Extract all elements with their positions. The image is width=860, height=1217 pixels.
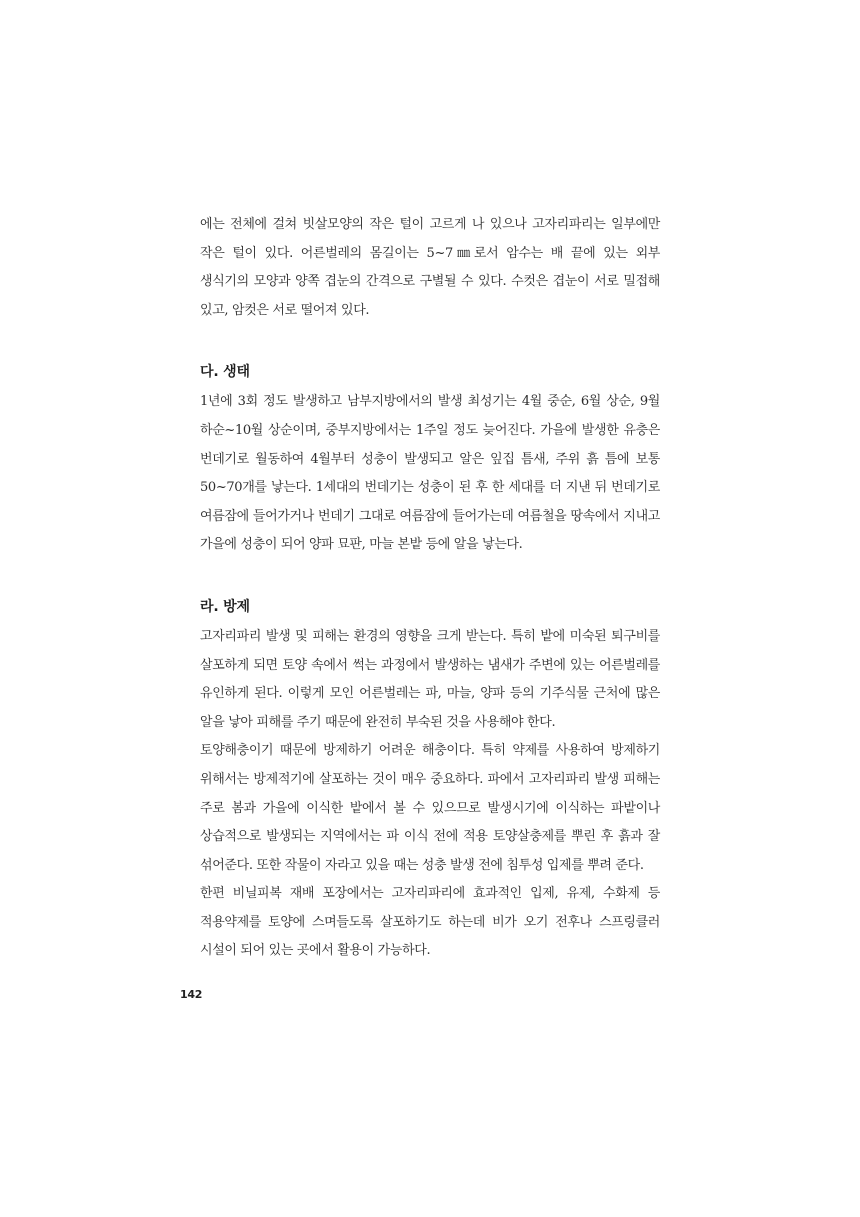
control-paragraph-1: 고자리파리 발생 및 피해는 환경의 영향을 크게 받는다. 특히 밭에 미숙된 퇴구비를 살포하게 되면 토양 속에서 썩는 과정에서 발생하는 냄새가 주변에 있는 어른벌레를 유인하게 된다. 이렇게 모인 어른벌레는 파, 마늘, 양파 등의 기주식물 근처에 많은 알을 낳아 피해를 주기 때문에 완전히 부숙된 것을 사용해야 한다. — [200, 628, 660, 730]
page-number: 142 — [180, 988, 203, 1001]
ecology-paragraph: 1년에 3회 정도 발생하고 남부지방에서의 발생 최성기는 4월 중순, 6월 상순, 9월 하순~10월 상순이며, 중부지방에서는 1주일 정도 늦어진다. 가을에 발생한 유충은 번데기로 월동하여 4월부터 성충이 발생되고 알은 잎집 틈새, 주위 흙 틈에 보통 50~70개를 낳는다. 1세대의 번데기는 성충이 된 후 한 세대를 더 지낸 뒤 번데기로 여름잠에 들어가거나 번데기 그대로 여름잠에 들어가는데 여름철을 땅속에서 지내고 가을에 성충이 되어 양파 묘판, 마늘 본밭 등에 알을 낳는다. — [200, 394, 660, 553]
section-heading-ecology: 다. 생태 — [200, 364, 250, 381]
section-heading-control: 라. 방제 — [200, 598, 250, 615]
intro-paragraph: 에는 전체에 걸쳐 빗살모양의 작은 털이 고르게 나 있으나 고자리파리는 일부에만 작은 털이 있다. 어른벌레의 몸길이는 5~7㎜로서 암수는 배 끝에 있는 외부 생식기의 모양과 양쪽 겹눈의 간격으로 구별될 수 있다. 수컷은 겹눈이 서로 밀접해 있고, 암컷은 서로 떨어져 있다. — [200, 217, 660, 318]
control-paragraph-2: 토양해충이기 때문에 방제하기 어려운 해충이다. 특히 약제를 사용하여 방제하기 위해서는 방제적기에 살포하는 것이 매우 중요하다. 파에서 고자리파리 발생 피해는 주로 봄과 가을에 이식한 밭에서 볼 수 있으므로 발생시기에 이식하는 파밭이나 상습적으로 발생되는 지역에서는 파 이식 전에 적용 토양살충제를 뿌린 후 흙과 잘 섞어준다. 또한 작물이 자라고 있을 때는 성충 발생 전에 침투성 입제를 뿌려 준다. — [200, 743, 660, 873]
page-body — [200, 211, 660, 966]
control-paragraph-3: 한편 비닐피복 재배 포장에서는 고자리파리에 효과적인 입제, 유제, 수화제 등 적용약제를 토양에 스며들도록 살포하기도 하는데 비가 오기 전후나 스프링클러 시설이 되어 있는 곳에서 활용이 가능하다. — [200, 886, 660, 959]
